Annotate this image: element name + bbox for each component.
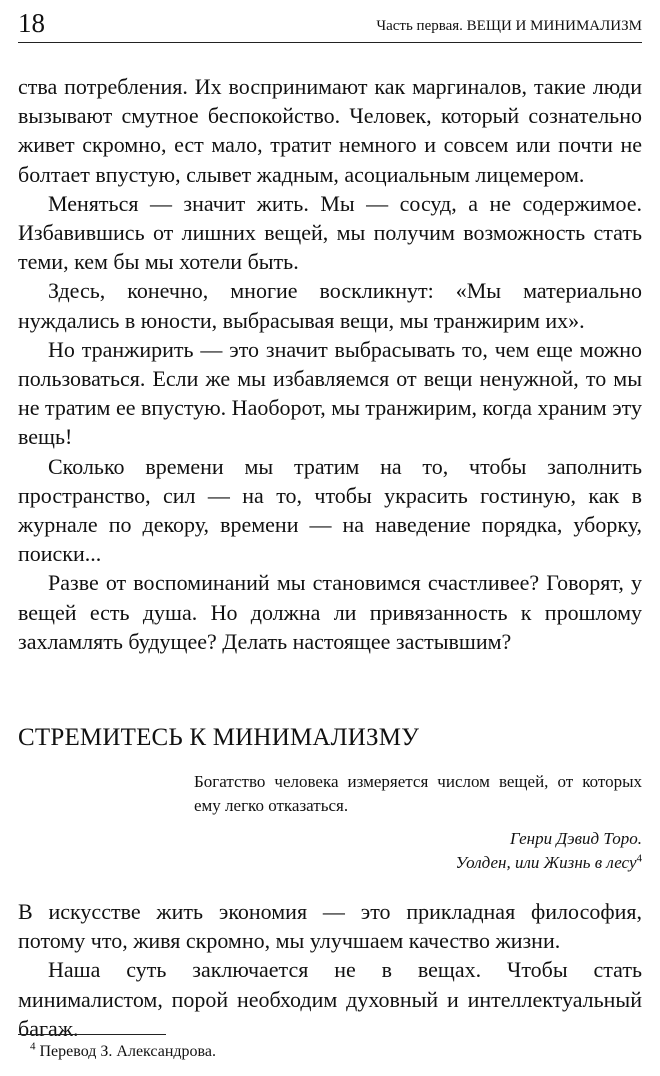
running-head: Часть первая. ВЕЩИ И МИНИМАЛИЗМ [376,18,642,34]
paragraph: Но транжирить — это значит выбрасывать то, чем еще можно пользоваться. Если же мы избавляемся от вещи ненужной, то мы не тратим ее впустую. Наоборот, мы транжирим, когда храним эту вещь! [18,336,642,450]
paragraph: Наша суть заключается не в вещах. Чтобы стать минималистом, порой необходим духовный и интеллектуальный багаж. [18,957,642,1041]
epigraph-author: Генри Дэвид Торо. [509,829,642,848]
page-number: 18 [18,8,45,38]
paragraph: В искусстве жить экономия — это прикладная философия, потому что, живя скромно, мы улучшаем качество жизни. [18,899,642,954]
paragraph: ства потребления. Их воспринимают как маргиналов, такие люди вызывают смутное беспокойство. Человек, который сознательно живет скромно, ест мало, тратит немного и совсем или почти не болтает впустую, слывет жадным, асоциальным лицемером. [18,74,642,187]
epigraph-attribution [194,827,642,875]
paragraph: Разве от воспоминаний мы становимся счастливее? Говорят, у вещей есть душа. Но должна ли привязанность к прошлому захламлять будущее? Делать настоящее застывшим? [18,570,642,654]
paragraph: Здесь, конечно, многие воскликнут: «Мы материально нуждались в юности, выбрасывая вещи, мы транжирим их». [18,278,642,333]
section-heading: СТРЕМИТЕСЬ К МИНИМАЛИЗМУ [18,724,420,751]
paragraph: Меняться — значит жить. Мы — сосуд, а не содержимое. Избавившись от лишних вещей, мы получим возможность стать теми, кем бы мы хотели быть. [18,190,642,275]
page-header [18,8,642,43]
footnote-number: 4 [30,1040,36,1053]
epigraph-quote: Богатство человека измеряется числом вещей, от которых ему легко отказаться. [194,772,642,815]
epigraph-work: Уолден, или Жизнь в лесу [455,853,637,872]
epigraph-source [194,851,642,875]
footnote-reference: 4 [636,852,642,865]
footnote-divider [18,1034,166,1035]
footnote [30,1041,216,1063]
main-text [18,72,642,656]
paragraph: Сколько времени мы тратим на то, чтобы заполнить пространство, сил — на то, чтобы украсить гостиную, как в журнале по декору, времени — на наведение порядка, уборку, поиски... [18,453,642,567]
epigraph [194,770,642,875]
footnote-text: Перевод З. Александрова. [39,1043,216,1060]
closing-text [18,897,642,1043]
